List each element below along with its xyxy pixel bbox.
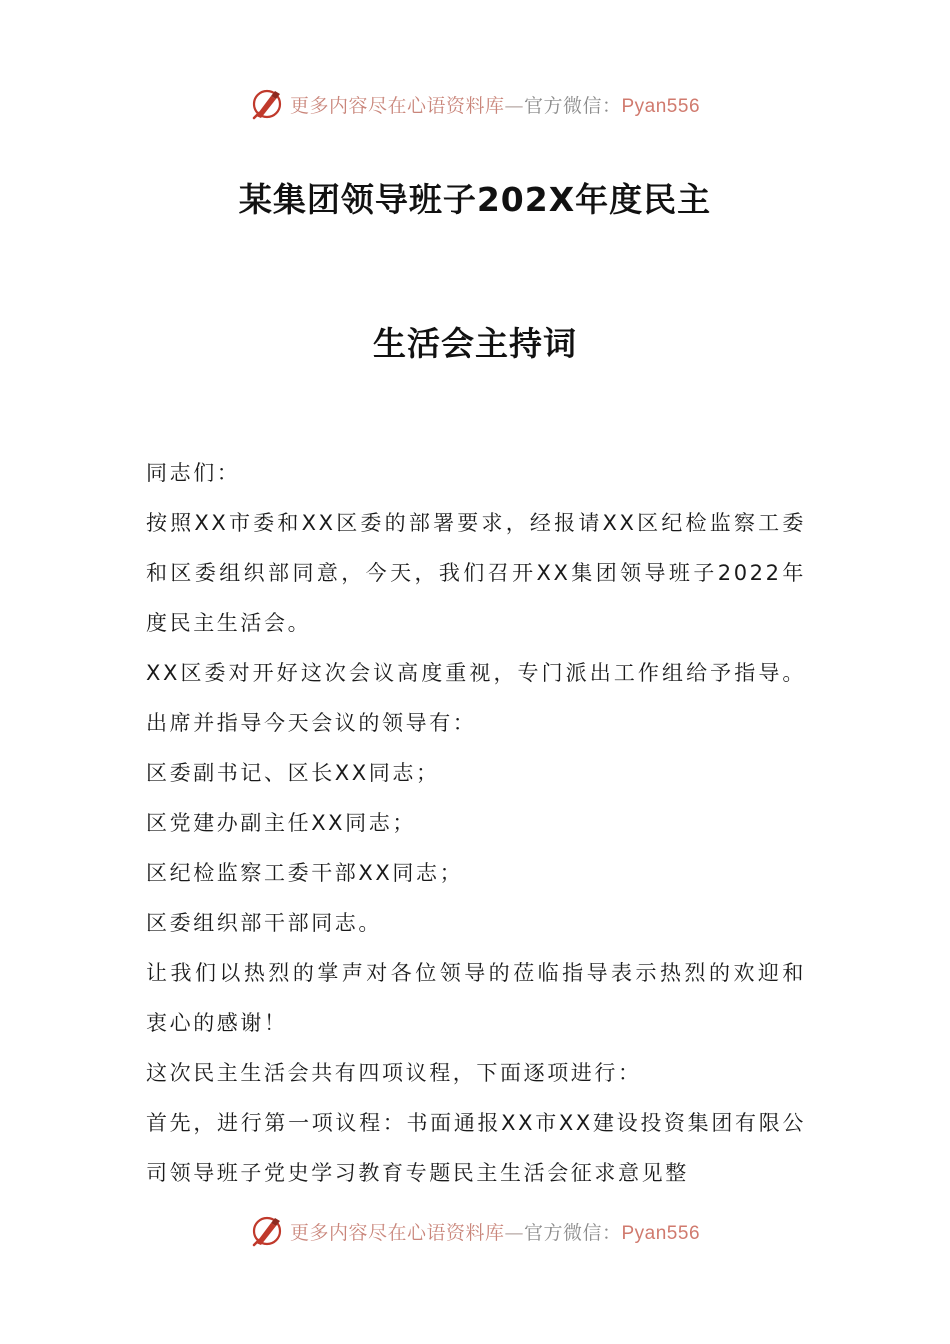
body-paragraph: 同志们：	[146, 461, 241, 485]
watermark-text	[290, 1218, 700, 1245]
body-paragraph: XX区委对开好这次会议高度重视，专门派出工作组给予指导。出席并指导今天会议的领导有：	[146, 661, 806, 735]
pen-nib-circle-icon	[250, 1214, 284, 1248]
watermark-label: 官方微信：	[523, 1221, 622, 1244]
body-paragraph: 区党建办副主任XX同志；	[146, 811, 416, 835]
watermark-handle: Pyan556	[621, 95, 701, 117]
body-paragraph: 这次民主生活会共有四项议程，下面逐项进行：	[146, 1061, 642, 1085]
document-body	[146, 448, 806, 1198]
body-paragraph: 让我们以热烈的掌声对各位领导的莅临指导表示热烈的欢迎和衷心的感谢！	[146, 961, 806, 1035]
body-paragraph: 区委副书记、区长XX同志；	[146, 761, 440, 785]
watermark-brand: 更多内容尽在心语资料库	[289, 1221, 505, 1244]
document-title-line-1: 某集团领导班子202X年度民主	[238, 180, 712, 219]
watermark-label: 官方微信：	[523, 94, 622, 117]
footer-watermark-banner	[0, 1211, 950, 1251]
pen-nib-circle-icon	[250, 87, 284, 121]
body-paragraph: 首先，进行第一项议程：书面通报XX市XX建设投资集团有限公司领导班子党史学习教育专题民主生活会征求意见整	[146, 1111, 806, 1185]
watermark-text	[290, 91, 700, 118]
body-paragraph: 区纪检监察工委干部XX同志；	[146, 861, 464, 885]
document-title-line-2: 生活会主持词	[373, 324, 577, 363]
body-paragraph: 按照XX市委和XX区委的部署要求，经报请XX区纪检监察工委和区委组织部同意，今天，我们召开XX集团领导班子2022年度民主生活会。	[146, 511, 806, 635]
watermark-handle: Pyan556	[621, 1222, 701, 1244]
header-watermark-banner	[0, 84, 950, 124]
watermark-brand: 更多内容尽在心语资料库	[289, 94, 505, 117]
body-paragraph: 区委组织部干部同志。	[146, 911, 382, 935]
watermark-separator: —	[504, 94, 524, 117]
watermark-separator: —	[504, 1221, 524, 1244]
